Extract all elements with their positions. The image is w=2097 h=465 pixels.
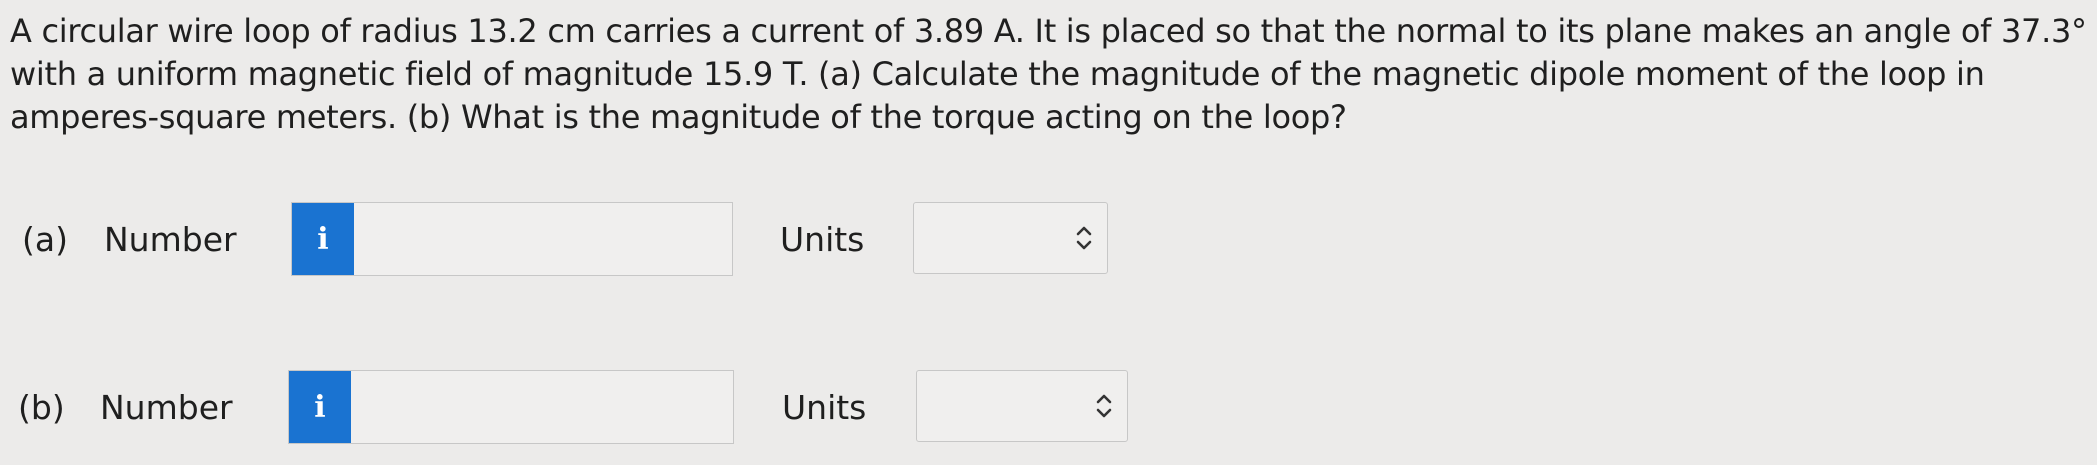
answer-row-a [0,202,2097,282]
number-label-a: Number [104,220,237,259]
units-select-b[interactable] [916,370,1128,442]
answer-row-b [0,370,2097,450]
chevron-up-down-icon [1093,391,1115,421]
units-select-a[interactable] [913,202,1108,274]
number-input-group-a [291,202,733,276]
number-input-b[interactable] [351,371,733,443]
info-icon: i [317,221,329,257]
info-button-b[interactable] [289,371,351,443]
units-label-a: Units [780,220,865,259]
units-label-b: Units [782,388,867,427]
question-text: A circular wire loop of radius 13.2 cm carries a current of 3.89 A. It is placed so that the normal to its plane makes an angle of 37.3° with a uniform magnetic field of magnitude 15.9 T. (a) Calculate the magnitude of the magnetic dipole moment of the loop in amperes-square meters. (b) What is the magnitude of the torque acting on the loop? [10,12,2087,136]
part-label-a: (a) [22,220,68,259]
info-icon: i [314,389,326,425]
number-label-b: Number [100,388,233,427]
number-input-group-b [288,370,734,444]
part-label-b: (b) [18,388,65,427]
number-input-a[interactable] [354,203,732,275]
info-button-a[interactable] [292,203,354,275]
chevron-up-down-icon [1073,223,1095,253]
